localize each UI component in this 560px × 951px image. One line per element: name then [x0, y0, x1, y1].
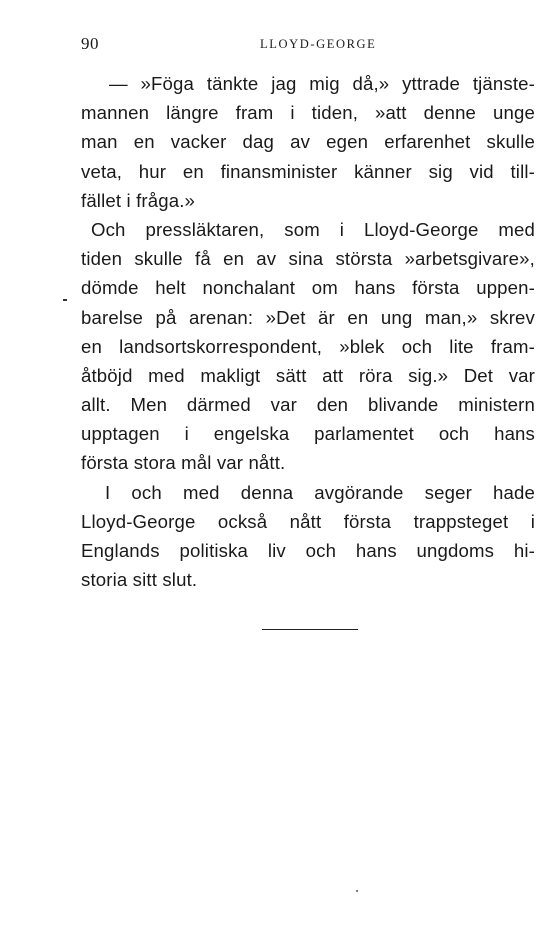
- page-number: 90: [81, 34, 99, 53]
- running-title: LLOYD-GEORGE: [260, 37, 377, 51]
- text-line: storia sitt slut.: [81, 569, 198, 591]
- text-line: Englands politiska liv och hans ungdoms hi-: [81, 540, 535, 561]
- running-header: [81, 34, 535, 56]
- end-rule: [262, 629, 358, 630]
- text-line: upptagen i engelska parlamentet och hans: [81, 423, 535, 445]
- text-line: första stora mål var nått.: [81, 452, 286, 474]
- text-line: tiden skulle få en av sina största »arbetsgivare»,: [81, 248, 535, 270]
- text-line: åtböjd med makligt sätt att röra sig.» Det var: [81, 364, 535, 386]
- text-line: dömde helt nonchalant om hans första uppen-: [81, 277, 535, 299]
- print-speck: [356, 890, 358, 892]
- text-line: en landsortskorrespondent, »blek och lite fram-: [81, 335, 535, 357]
- margin-mark: [63, 299, 67, 301]
- text-line: Och pressläktaren, som i Lloyd-George med: [91, 218, 535, 240]
- text-line: barelse på arenan: »Det är en ung man,» skrev: [81, 306, 535, 328]
- text-line: — »Föga tänkte jag mig då,» yttrade tjänste-: [109, 73, 535, 94]
- text-line: man en vacker dag av egen erfarenhet skulle: [81, 131, 535, 153]
- text-line: I och med denna avgörande seger hade: [105, 481, 535, 503]
- body-text: [81, 69, 535, 594]
- text-line: allt. Men därmed var den blivande ministern: [81, 394, 535, 416]
- text-line: Lloyd-George också nått första trappsteget i: [81, 510, 535, 532]
- text-line: fället i fråga.»: [81, 189, 196, 211]
- text-line: mannen längre fram i tiden, »att denne unge: [81, 102, 535, 124]
- text-line: veta, hur en finansminister känner sig vid till-: [81, 160, 535, 182]
